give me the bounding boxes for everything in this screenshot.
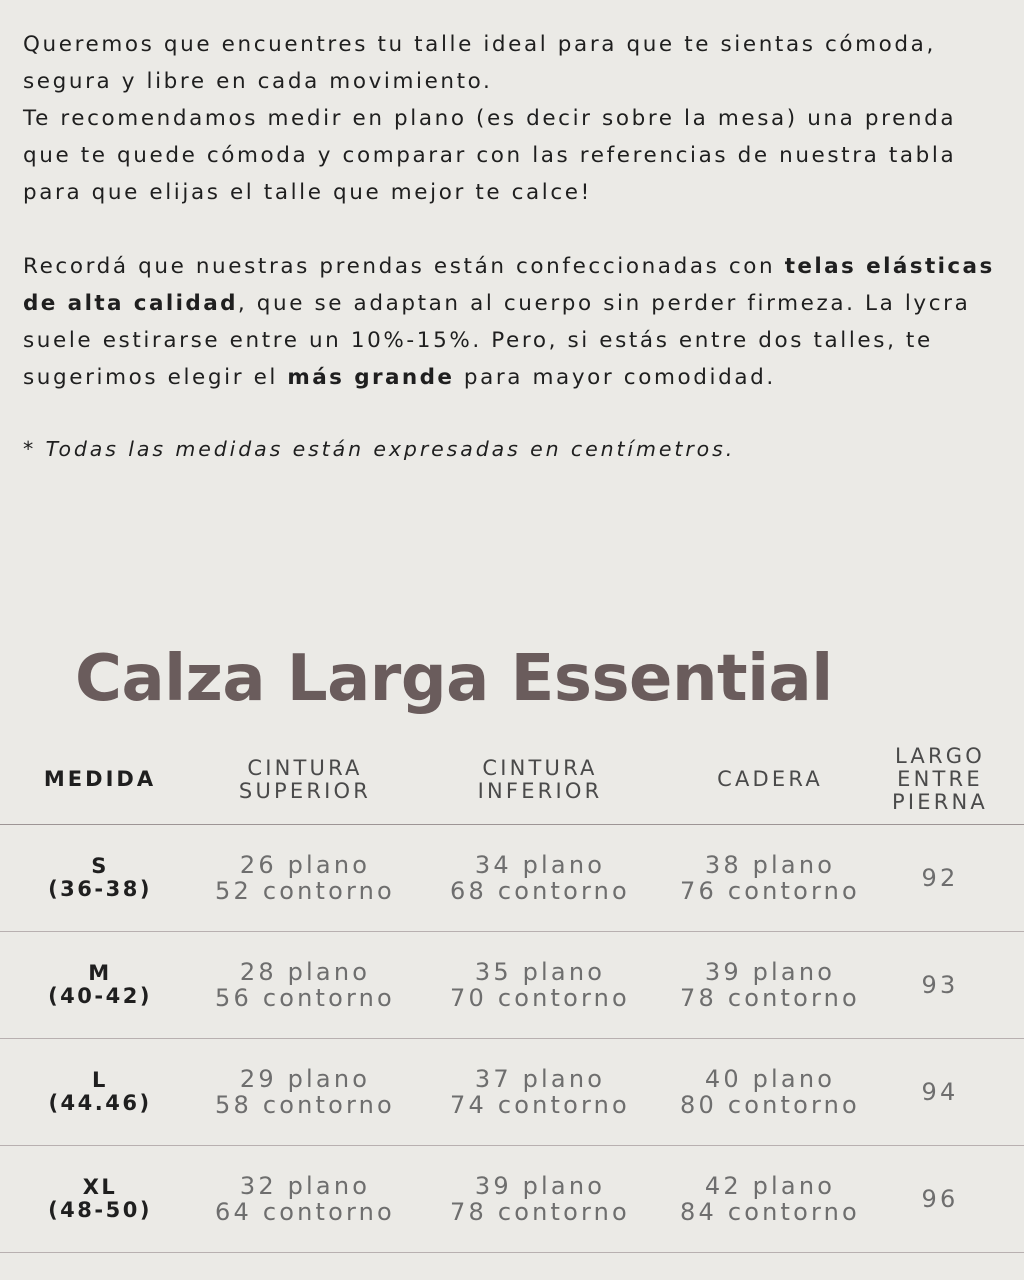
cintura-superior-cell [190, 932, 420, 1038]
size-label: L [92, 1068, 108, 1092]
plano-value: 40 plano [704, 1065, 836, 1093]
table-row [0, 1039, 1024, 1146]
contorno-value: 74 contorno [450, 1091, 630, 1119]
plano-value: 26 plano [239, 851, 371, 879]
header-largo-entre-pierna: LARGO ENTRE PIERNA [892, 744, 988, 814]
size-table-header [0, 735, 1024, 825]
cadera-cell [655, 932, 885, 1038]
size-table [0, 735, 1024, 1253]
largo-value: 96 [921, 1185, 959, 1213]
intro-p3-bold-1: telas elásticas de alta calidad [23, 254, 995, 316]
contorno-value: 52 contorno [215, 877, 395, 905]
size-range: (40-42) [48, 984, 152, 1008]
largo-cell [865, 1146, 1015, 1252]
largo-cell [865, 1039, 1015, 1145]
cintura-inferior-cell [425, 1146, 655, 1252]
measurement-note: * Todas las medidas están expresadas en centímetros. [23, 437, 736, 461]
plano-value: 28 plano [239, 958, 371, 986]
contorno-value: 76 contorno [680, 877, 860, 905]
table-row [0, 1146, 1024, 1253]
product-title: Calza Larga Essential [75, 642, 833, 716]
contorno-value: 70 contorno [450, 984, 630, 1012]
cintura-inferior-cell [425, 1039, 655, 1145]
plano-value: 35 plano [474, 958, 606, 986]
size-cell [20, 1146, 180, 1252]
cintura-superior-cell [190, 825, 420, 931]
intro-paragraph-1: Queremos que encuentres tu talle ideal para que te sientas cómoda, segura y libre en cada movimiento. [23, 32, 936, 94]
header-cintura-superior: CINTURA SUPERIOR [238, 755, 372, 803]
table-row [0, 932, 1024, 1039]
size-range: (44.46) [48, 1091, 152, 1115]
cintura-superior-cell [190, 1039, 420, 1145]
contorno-value: 78 contorno [450, 1198, 630, 1226]
contorno-value: 68 contorno [450, 877, 630, 905]
plano-value: 42 plano [704, 1172, 836, 1200]
plano-value: 34 plano [474, 851, 606, 879]
contorno-value: 58 contorno [215, 1091, 395, 1119]
intro-paragraph-2: Te recomendamos medir en plano (es decir sobre la mesa) una prenda que te quede cómoda y comparar con las referencias de nuestra tabla para que elijas el talle que mejor te calce! [23, 106, 957, 205]
header-cintura-inferior: CINTURA INFERIOR [477, 755, 603, 803]
plano-value: 39 plano [704, 958, 836, 986]
plano-value: 37 plano [474, 1065, 606, 1093]
cadera-cell [655, 825, 885, 931]
contorno-value: 78 contorno [680, 984, 860, 1012]
size-cell [20, 1039, 180, 1145]
cintura-superior-cell [190, 1146, 420, 1252]
largo-value: 93 [921, 971, 959, 999]
largo-cell [865, 825, 1015, 931]
plano-value: 38 plano [704, 851, 836, 879]
size-range: (36-38) [48, 877, 152, 901]
size-cell [20, 932, 180, 1038]
cadera-cell [655, 1039, 885, 1145]
header-cadera: CADERA [717, 767, 823, 791]
contorno-value: 84 contorno [680, 1198, 860, 1226]
contorno-value: 56 contorno [215, 984, 395, 1012]
largo-cell [865, 932, 1015, 1038]
largo-value: 94 [921, 1078, 959, 1106]
plano-value: 39 plano [474, 1172, 606, 1200]
size-cell [20, 825, 180, 931]
size-label: M [88, 961, 112, 985]
size-label: XL [82, 1175, 118, 1199]
size-label: S [91, 854, 109, 878]
intro-p3-bold-2: más grande [287, 365, 455, 390]
plano-value: 32 plano [239, 1172, 371, 1200]
intro-p3-part-b: , que se adaptan al cuerpo sin perder firmeza. La lycra suele estirarse entre un 10%-15%. Pero, si estás entre dos talles, te sugerimos elegir el [23, 291, 971, 390]
intro-p3-part-a: Recordá que nuestras prendas están confeccionadas con [23, 254, 785, 279]
size-range: (48-50) [48, 1198, 152, 1222]
contorno-value: 64 contorno [215, 1198, 395, 1226]
cintura-inferior-cell [425, 825, 655, 931]
intro-text [23, 26, 1013, 468]
largo-value: 92 [921, 864, 959, 892]
cadera-cell [655, 1146, 885, 1252]
cintura-inferior-cell [425, 932, 655, 1038]
intro-paragraph-3 [23, 248, 1013, 396]
contorno-value: 80 contorno [680, 1091, 860, 1119]
header-medida: MEDIDA [43, 767, 157, 791]
table-row [0, 825, 1024, 932]
intro-p3-part-c: para mayor comodidad. [454, 365, 776, 390]
plano-value: 29 plano [239, 1065, 371, 1093]
